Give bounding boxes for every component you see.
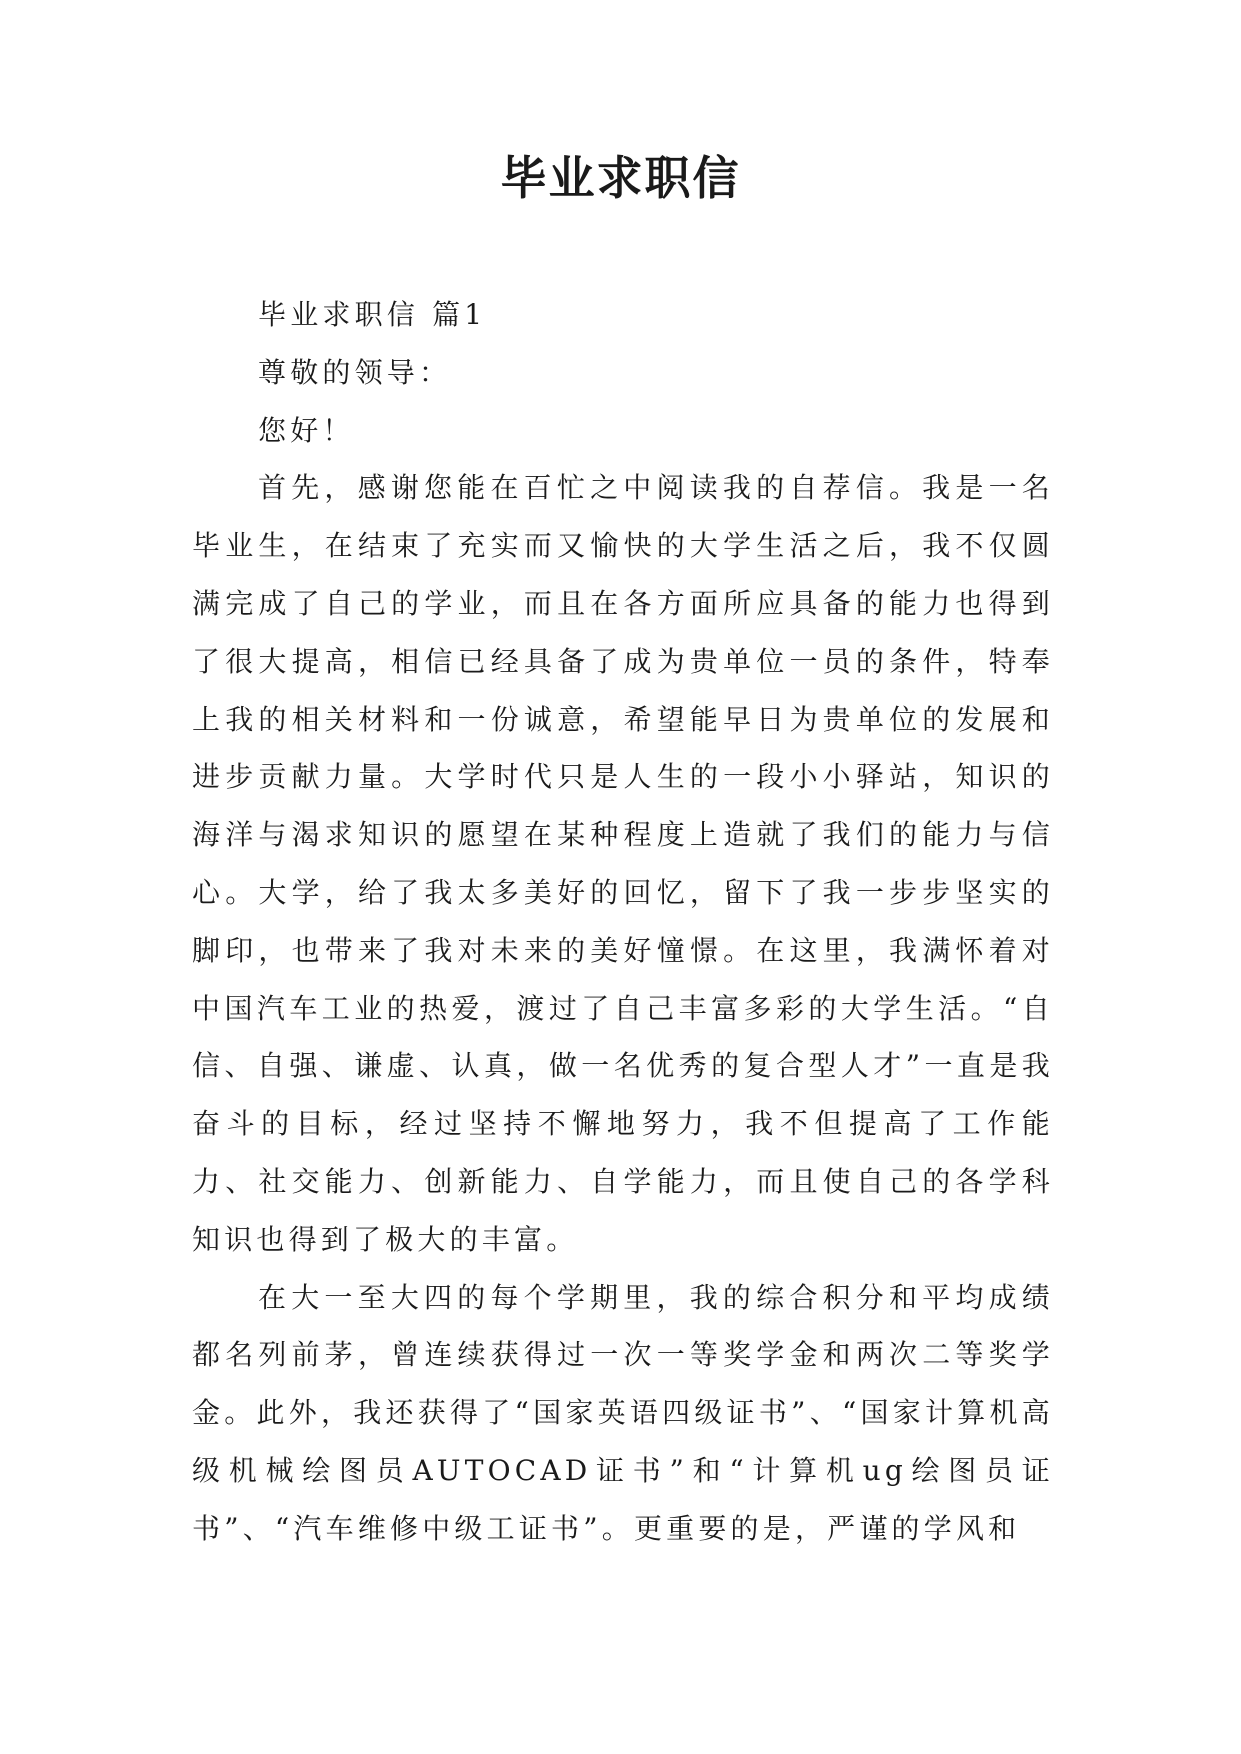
body-paragraph: 首先，感谢您能在百忙之中阅读我的自荐信。我是一名毕业生，在结束了充实而又愉快的大学生活之后，我不仅圆满完成了自己的学业，而且在各方面所应具备的能力也得到了很大提高，相信已经具备了成为贵单位一员的条件，特奉上我的相关材料和一份诚意，希望能早日为贵单位的发展和进步贡献力量。大学时代只是人生的一段小小驿站，知识的海洋与渴求知识的愿望在某种程度上造就了我们的能力与信心。大学，给了我太多美好的回忆，留下了我一步步坚实的脚印，也带来了我对未来的美好憧憬。在这里，我满怀着对中国汽车工业的热爱，渡过了自己丰富多彩的大学生活。“自信、自强、谦虚、认真，做一名优秀的复合型人才”一直是我奋斗的目标，经过坚持不懈地努力，我不但提高了工作能力、社交能力、创新能力、自学能力，而且使自己的各学科知识也得到了极大的丰富。 — [192, 471, 1054, 1256]
body-paragraph: 在大一至大四的每个学期里，我的综合积分和平均成绩都名列前茅，曾连续获得过一次一等奖学金和两次二等奖学金。此外，我还获得了“国家英语四级证书”、“国家计算机高级机械绘图员AUTOCAD证书”和“计算机ug绘图员证书”、“汽车维修中级工证书”。更重要的是，严谨的学风和 — [192, 1280, 1054, 1545]
section-heading: 毕业求职信 篇1 — [258, 298, 487, 331]
document-body — [192, 286, 1054, 1558]
greeting: 您好！ — [258, 413, 355, 447]
salutation: 尊敬的领导： — [258, 355, 452, 389]
document-title: 毕业求职信 — [500, 151, 741, 205]
